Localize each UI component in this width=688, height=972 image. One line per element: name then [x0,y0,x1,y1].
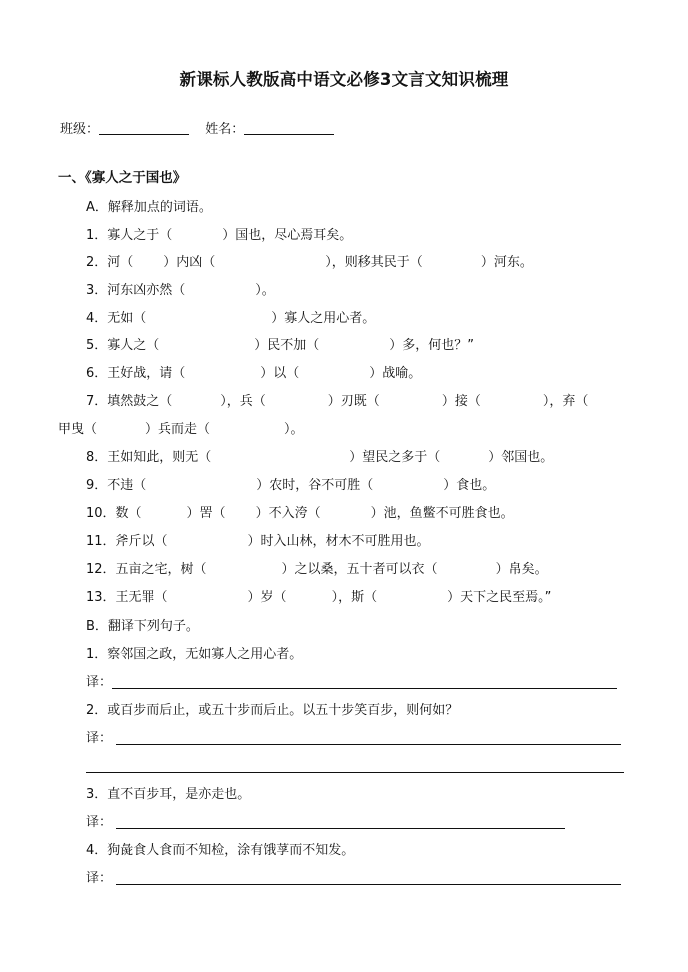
answer-blank[interactable] [215,265,325,266]
translate-sentence-2: 2．或百步而后止，或五十步而后止。以五十步笑百步，则何如？ [86,703,459,718]
answer-blank[interactable] [97,432,145,433]
answer-blank[interactable] [159,348,254,349]
question-12: 12．五亩之宅，树（ ）之以桑，五十者可以衣（ ）帛矣。 [86,562,548,577]
answer-blank[interactable] [168,544,248,545]
answer-blank[interactable] [142,516,187,517]
translate-label: 译： [86,871,113,886]
answer-line[interactable] [116,744,621,745]
answer-blank[interactable] [377,600,447,601]
answer-blank[interactable] [146,488,256,489]
class-label: 班级： [60,122,100,137]
question-8: 8．王如知此，则无（ ）望民之多于（ ）邻国也。 [86,450,554,465]
answer-blank[interactable] [319,348,389,349]
question-5: 5．寡人之（ ）民不加（ ）多，何也？” [86,338,475,353]
answer-blank[interactable] [438,572,496,573]
answer-blank[interactable] [481,404,543,405]
answer-blank[interactable] [133,265,163,266]
answer-blank[interactable] [146,321,271,322]
answer-blank[interactable] [172,404,220,405]
section-heading: 一、《寡人之于国也》 [58,170,187,186]
translate-label: 译： [86,731,113,746]
answer-line[interactable] [112,688,617,689]
class-field[interactable] [99,133,189,135]
name-field[interactable] [244,133,334,135]
question-7-continued: 甲曳（ ）兵而走（ ）。 [58,422,304,437]
answer-blank[interactable] [211,460,349,461]
page-title: 新课标人教版高中语文必修3文言文知识梳理 [179,70,509,89]
translate-sentence-1: 1．察邻国之政，无如寡人之用心者。 [86,647,303,662]
translate-label: 译： [86,815,113,830]
answer-blank[interactable] [266,404,328,405]
answer-blank[interactable] [440,460,488,461]
question-4: 4．无如（ ）寡人之用心者。 [86,311,376,326]
answer-line[interactable] [116,884,621,885]
translate-label: 译： [86,675,113,690]
answer-blank[interactable] [226,516,256,517]
student-info-row [60,121,334,139]
answer-blank[interactable] [172,238,222,239]
answer-blank[interactable] [168,600,248,601]
question-13: 13．王无罪（ ）岁（ ），斯（ ）天下之民至焉。” [86,590,552,605]
part-b-heading: B．翻译下列句子。 [86,619,199,634]
answer-blank[interactable] [287,600,332,601]
answer-line[interactable] [86,772,624,773]
question-11: 11．斧斤以（ ）时入山林，材木不可胜用也。 [86,534,430,549]
answer-blank[interactable] [210,432,284,433]
answer-blank[interactable] [380,404,442,405]
question-10: 10．数（ ）罟（ ）不入洿（ ）池，鱼鳖不可胜食也。 [86,506,514,521]
answer-blank[interactable] [423,265,481,266]
question-6: 6．王好战，请（ ）以（ ）战喻。 [86,366,422,381]
answer-blank[interactable] [185,376,260,377]
question-1: 1．寡人之于（ ）国也，尽心焉耳矣。 [86,228,353,243]
answer-blank[interactable] [321,516,371,517]
answer-blank[interactable] [207,572,282,573]
translate-sentence-3: 3．直不百步耳，是亦走也。 [86,787,251,802]
answer-blank[interactable] [185,293,255,294]
question-9: 9．不违（ ）农时，谷不可胜（ ）食也。 [86,478,496,493]
translate-sentence-4: 4．狗彘食人食而不知检，涂有饿莩而不知发。 [86,843,355,858]
name-label: 姓名： [205,122,245,137]
question-7: 7．填然鼓之（ ），兵（ ）刃既（ ）接（ ），弃（ [86,394,589,409]
answer-blank[interactable] [299,376,369,377]
answer-blank[interactable] [373,488,443,489]
question-2: 2．河（ ）内凶（ ），则移其民于（ ）河东。 [86,255,533,270]
question-3: 3．河东凶亦然（ ）。 [86,283,275,298]
part-a-heading: A．解释加点的词语。 [86,200,212,215]
answer-line[interactable] [116,828,565,829]
